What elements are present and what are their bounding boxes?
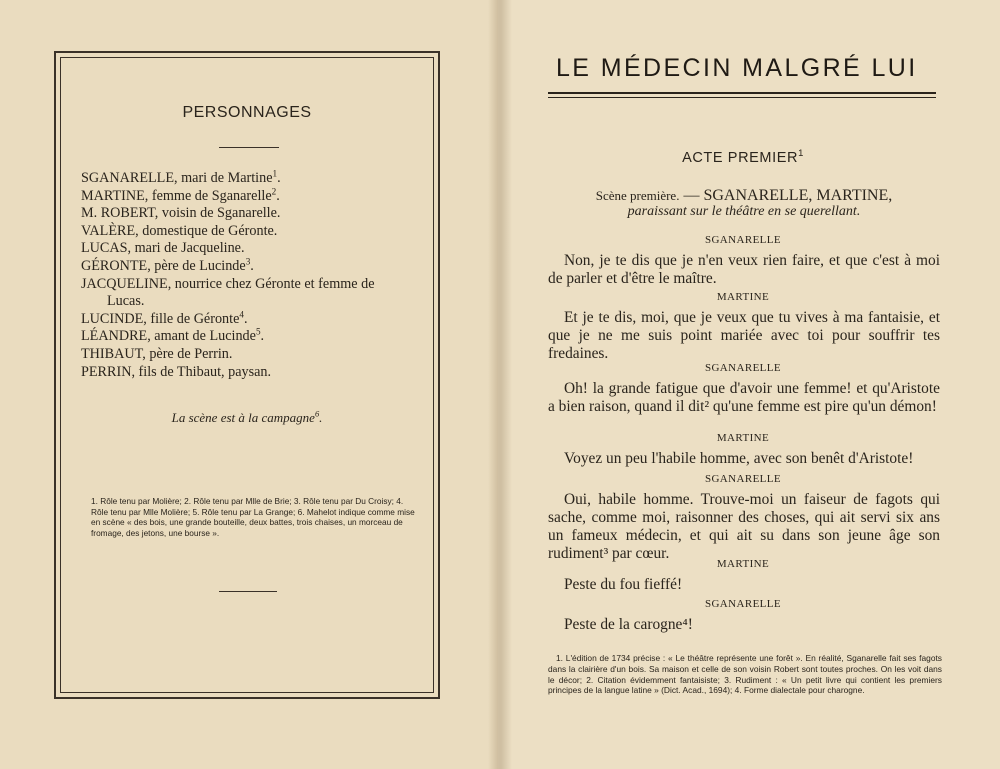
scene-label: Scène première. (595, 188, 680, 203)
scene-location-note (61, 410, 433, 426)
speech-text: Oh! la grande fatigue que d'avoir une femme! et qu'Aristote a bien raison, quand il dit² qu'une femme est pire qu'un démon! (548, 380, 940, 415)
cast-note-ref: 1 (272, 168, 278, 179)
cast-footnotes: 1. Rôle tenu par Molière; 2. Rôle tenu par Mlle de Brie; 3. Rôle tenu par Du Croisy; 4. Rôle tenu par Mlle Molière; 5. Rôle tenu par La Grange; 6. Mahelot indique comme mise en scène « des bois, une grande bouteille, deux battes, trois chaises, un morceau de fromage, des jetons, une bourse ». (91, 496, 415, 538)
cast-item (81, 293, 417, 311)
cast-name: JACQUELINE (81, 275, 168, 292)
cast-list (81, 170, 417, 381)
scene-note-ref: 6 (314, 408, 320, 419)
speech-text: Et je te dis, moi, que je veux que tu vives à ma fantaisie, et que je ne me suis point mariée avec toi pour souffrir tes fredaines. (548, 309, 940, 362)
act-heading (548, 147, 938, 166)
cast-description: , voisin de Sganarelle. (154, 205, 281, 222)
cast-name: VALÈRE (81, 222, 136, 239)
cast-note-ref: 5 (255, 326, 261, 337)
speaker-name: SGANARELLE (704, 598, 782, 610)
stage-direction: paraissant sur le théâtre en se querellant. (627, 204, 861, 219)
speech-text: Oui, habile homme. Trouve-moi un faiseur de fagots qui sache, comme moi, raisonner des choses, qui ait servi six ans un fameux médecin, et qui ait su dans son jeune âge son rudiment³ par cœur. (548, 491, 940, 562)
scene-heading (548, 187, 940, 205)
act-footnotes: 1. L'édition de 1734 précise : « Le théâtre représente une forêt ». En réalité, Sganarelle fait ses fagots dans la clairière d'un bois. Sa maison et celle de son voisin Robert sont toutes proches. On les voit dans le décor; 2. Citation évidemment fantaisiste; 3. Rudiment : « Un petit livre qui contient les premiers principes de la langue latine » (Dict. Acad., 1694); 4. Forme dialectale pour charogne. (548, 653, 942, 696)
speaker-name: MARTINE (716, 291, 770, 303)
cast-item (81, 170, 417, 188)
cast-item (81, 276, 417, 294)
speaker-name: MARTINE (716, 558, 770, 570)
cast-description: , père de Perrin. (142, 345, 233, 362)
cast-frame-inner (60, 57, 434, 693)
footnote-rule (219, 591, 277, 592)
scene-characters: — SGANARELLE, MARTINE, (679, 187, 893, 204)
cast-item (81, 346, 417, 364)
cast-description: , domestique de Géronte. (135, 222, 278, 239)
cast-name: THIBAUT (81, 345, 143, 362)
scene-note-text: La scène est à la campagne (171, 410, 315, 425)
speaker-name: SGANARELLE (704, 234, 782, 246)
cast-item (81, 205, 417, 223)
speech-text: Voyez un peu l'habile homme, avec son benêt d'Aristote! (564, 450, 914, 467)
cast-description: , nourrice chez Géronte et femme de (167, 275, 375, 292)
cast-description: , fils de Thibaut, paysan. (131, 363, 272, 380)
cast-note-ref: 2 (271, 185, 277, 196)
speech-text: Peste de la carogne⁴! (564, 616, 693, 633)
cast-item (81, 223, 417, 241)
cast-note-ref: 4 (239, 309, 244, 320)
cast-end: . (277, 170, 281, 186)
cast-end: . (244, 310, 248, 327)
book-gutter (488, 0, 512, 769)
cast-description: , mari de Martine (174, 170, 273, 186)
title-rule-top (548, 92, 936, 94)
cast-description: , femme de Sganarelle (144, 187, 272, 204)
cast-name: SGANARELLE (81, 170, 175, 186)
cast-item (81, 258, 417, 276)
cast-name: LUCINDE (81, 310, 144, 327)
left-page (0, 0, 498, 769)
speaker-name: SGANARELLE (704, 473, 782, 485)
cast-item (81, 364, 417, 382)
title-rule-bottom (548, 97, 936, 98)
cast-name: M. ROBERT (81, 205, 155, 222)
cast-item (81, 311, 417, 329)
cast-end: . (260, 328, 265, 345)
speaker-name: MARTINE (716, 432, 770, 444)
cast-name: LUCAS (81, 240, 128, 257)
cast-description: , fille de Géronte (143, 310, 240, 327)
title-rule (219, 147, 279, 148)
cast-description: Lucas. (107, 293, 145, 310)
cast-name: PERRIN (81, 363, 132, 380)
cast-name: GÉRONTE (81, 257, 148, 274)
cast-description: , amant de Lucinde (147, 328, 256, 345)
speaker-name: SGANARELLE (704, 362, 782, 374)
cast-end: . (276, 187, 280, 204)
scene-note-end: . (319, 410, 323, 425)
cast-description: , père de Lucinde (147, 257, 246, 274)
act-title-text: ACTE PREMIER (682, 150, 799, 166)
cast-name: MARTINE (81, 187, 145, 204)
speech-text: Peste du fou fieffé! (564, 576, 683, 593)
cast-note-ref: 3 (245, 256, 251, 267)
cast-frame (54, 51, 440, 699)
cast-title: PERSONNAGES (182, 104, 312, 121)
play-title: LE MÉDECIN MALGRÉ LUI (556, 54, 918, 82)
cast-description: , mari de Jacqueline. (127, 240, 245, 257)
cast-item (81, 185, 417, 206)
speech-text: Non, je te dis que je n'en veux rien faire, et que c'est à moi de parler et d'être le maître. (548, 252, 940, 287)
cast-name: LÉANDRE (81, 328, 148, 345)
act-ref: 1 (798, 147, 804, 159)
cast-item (81, 328, 417, 346)
cast-end: . (250, 257, 254, 274)
